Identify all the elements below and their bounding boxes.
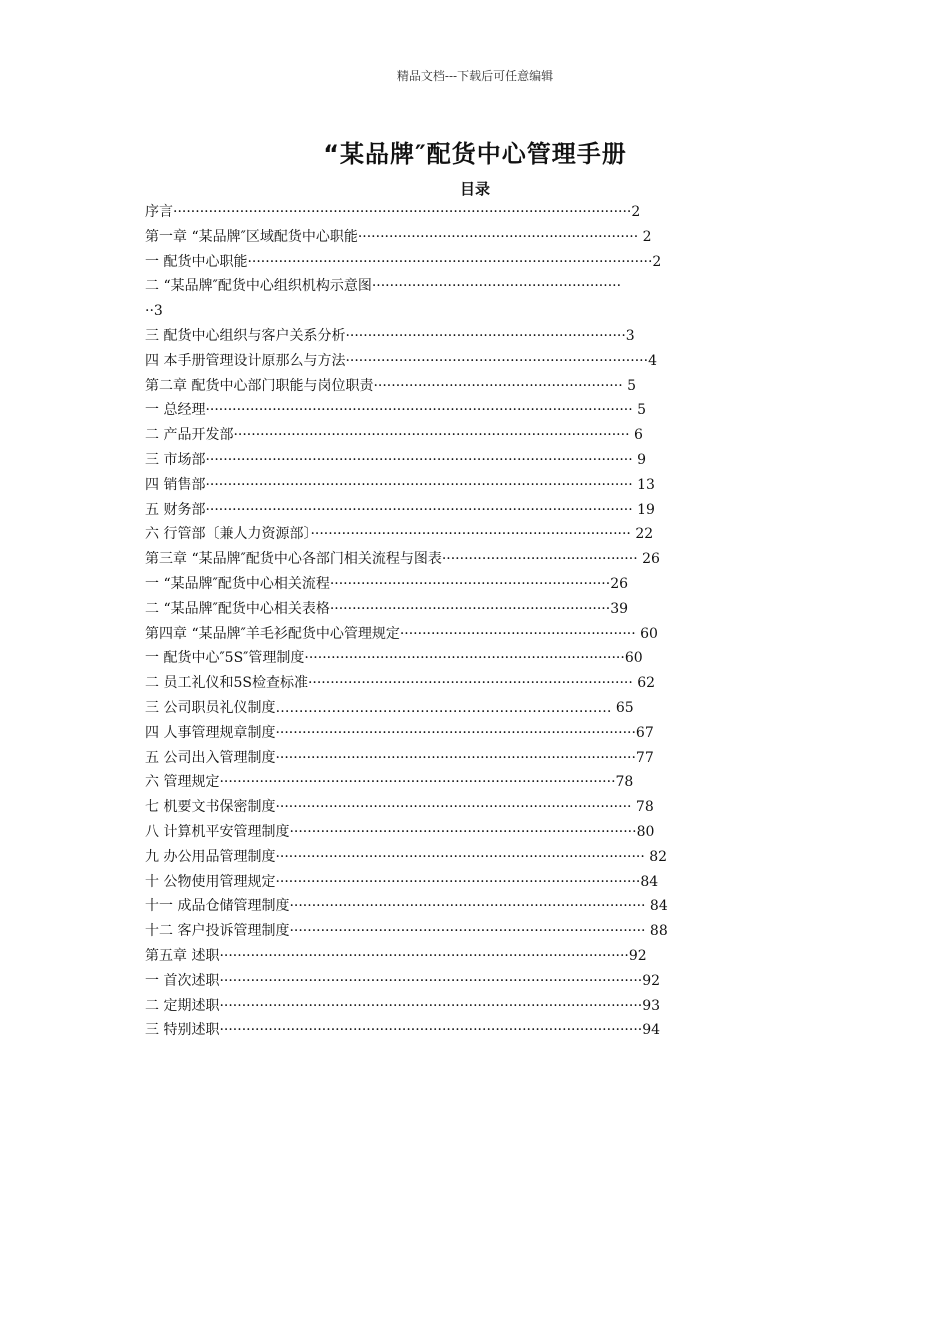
toc-entry: 四 本手册管理设计原那么与方法····································································4 xyxy=(145,352,657,369)
toc-entry: 三 公司职员礼仪制度……………………………………………………………… 65 xyxy=(145,699,634,716)
toc-entry: 二 产品开发部························································································· 6 xyxy=(145,427,643,444)
toc-entry: 二 员工礼仪和5S检查标准········································································· 62 xyxy=(145,675,656,692)
toc-entry: 三 市场部································································································ 9 xyxy=(145,451,647,468)
toc-entry: 二 “某品牌″配货中心组织机构示意图························································ xyxy=(145,278,622,295)
toc-entry: 二 “某品牌″配货中心相关表格·······························································39 xyxy=(145,600,629,617)
toc-entry: 五 财务部································································································ 19 xyxy=(145,501,655,518)
header-note: 精品文档---下载后可任意编辑 xyxy=(396,69,554,83)
toc-entry: 八 计算机平安管理制度··············································································80 xyxy=(145,823,655,840)
toc-entry: 第五章 述职····························································································92 xyxy=(145,947,647,964)
toc-entry: 十 公物使用管理规定··················································································84 xyxy=(145,873,659,890)
toc-entry-continuation: ··3 xyxy=(145,303,163,320)
toc-entry: 四 人事管理规章制度·················································································67 xyxy=(145,724,654,741)
toc-entry: 一 总经理································································································ 5 xyxy=(145,402,647,419)
toc-entry: 九 办公用品管理制度··················································································· 82 xyxy=(145,848,668,865)
toc-entry: 一 配货中心职能···························································································2 xyxy=(145,253,662,270)
toc-entry: 三 特别述职·······························································································94 xyxy=(145,1022,661,1039)
toc-entry: 十二 客户投诉管理制度················································································ 88 xyxy=(145,923,668,940)
toc-entry: 五 公司出入管理制度·················································································77 xyxy=(145,749,654,766)
toc-entry: 一 配货中心″5S″管理制度········································································60 xyxy=(145,650,643,667)
toc-entry: 二 定期述职·······························································································93 xyxy=(145,997,661,1014)
toc-entry: 三 配货中心组织与客户关系分析·······························································3 xyxy=(145,327,635,344)
toc-entry: 七 机要文书保密制度················································································ 78 xyxy=(145,799,654,816)
table-of-contents xyxy=(145,200,815,1043)
toc-entry: 六 管理规定·························································································78 xyxy=(145,774,634,791)
toc-entry: 第二章 配货中心部门职能与岗位职责························································ 5 xyxy=(145,377,637,394)
toc-entry: 六 行管部〔兼人力资源部〕········································································ 22 xyxy=(145,526,654,543)
toc-entry: 十一 成品仓储管理制度················································································ 84 xyxy=(145,898,668,915)
toc-entry: 一 “某品牌″配货中心相关流程·······························································26 xyxy=(145,575,629,592)
toc-entry: 第四章 “某品牌″羊毛衫配货中心管理规定····················································· 60 xyxy=(145,625,658,642)
toc-entry: 一 首次述职·······························································································92 xyxy=(145,972,661,989)
toc-entry: 第三章 “某品牌″配货中心各部门相关流程与图表············································ 26 xyxy=(145,551,660,568)
toc-entry: 序言·······································································································2 xyxy=(145,204,641,220)
toc-entry: 第一章 “某品牌″区域配货中心职能······························································· 2 xyxy=(145,228,652,245)
toc-heading: 目录 xyxy=(459,180,490,198)
document-title: “某品牌″配货中心管理手册 xyxy=(323,140,627,168)
toc-entry: 四 销售部································································································ 13 xyxy=(145,476,655,493)
